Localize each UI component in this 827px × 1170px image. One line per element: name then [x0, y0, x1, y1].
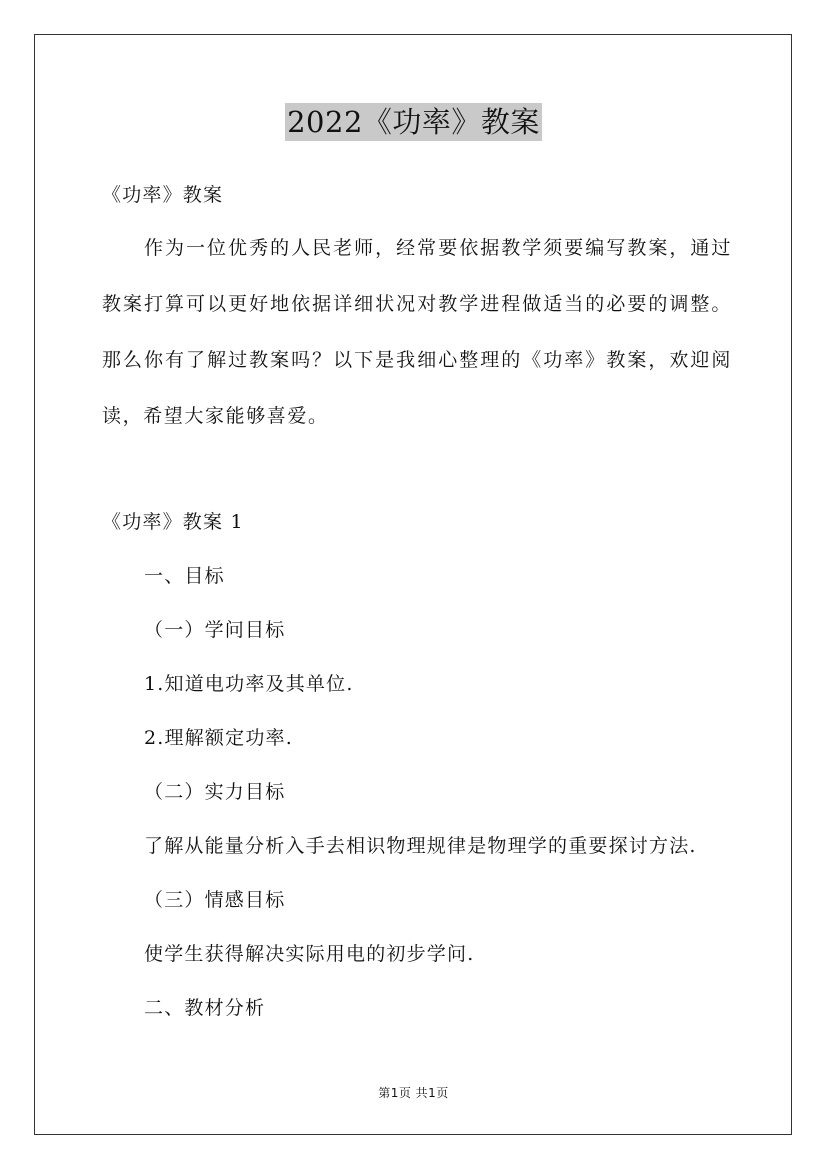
page-footer: 第1页 共1页 — [378, 1086, 449, 1100]
title-container — [0, 103, 827, 141]
subheading-knowledge-objectives: （一）学问目标 — [144, 619, 286, 641]
subheading-emotion-objectives: （三）情感目标 — [144, 889, 286, 911]
list-item: 2.理解额定功率. — [144, 727, 293, 749]
document-title: 2022《功率》教案 — [287, 105, 540, 139]
subheading-ability-objectives: （二）实力目标 — [144, 781, 286, 803]
body-text: 使学生获得解决实际用电的初步学问. — [144, 943, 475, 965]
heading-objectives: 一、目标 — [144, 565, 225, 587]
intro-paragraph: 作为一位优秀的人民老师，经常要依据教学须要编写教案，通过教案打算可以更好地依据详细状况对教学进程做适当的必要的调整。那么你有了解过教案吗？以下是我细心整理的《功率》教案，欢迎阅读，希望大家能够喜爱。 — [102, 237, 732, 427]
body-text: 了解从能量分析入手去相识物理规律是物理学的重要探讨方法. — [144, 835, 697, 857]
document-subtitle: 《功率》教案 — [102, 184, 224, 206]
section-heading: 《功率》教案 1 — [102, 511, 244, 533]
list-item: 1.知道电功率及其单位. — [144, 673, 354, 695]
heading-textbook-analysis: 二、教材分析 — [144, 997, 266, 1019]
